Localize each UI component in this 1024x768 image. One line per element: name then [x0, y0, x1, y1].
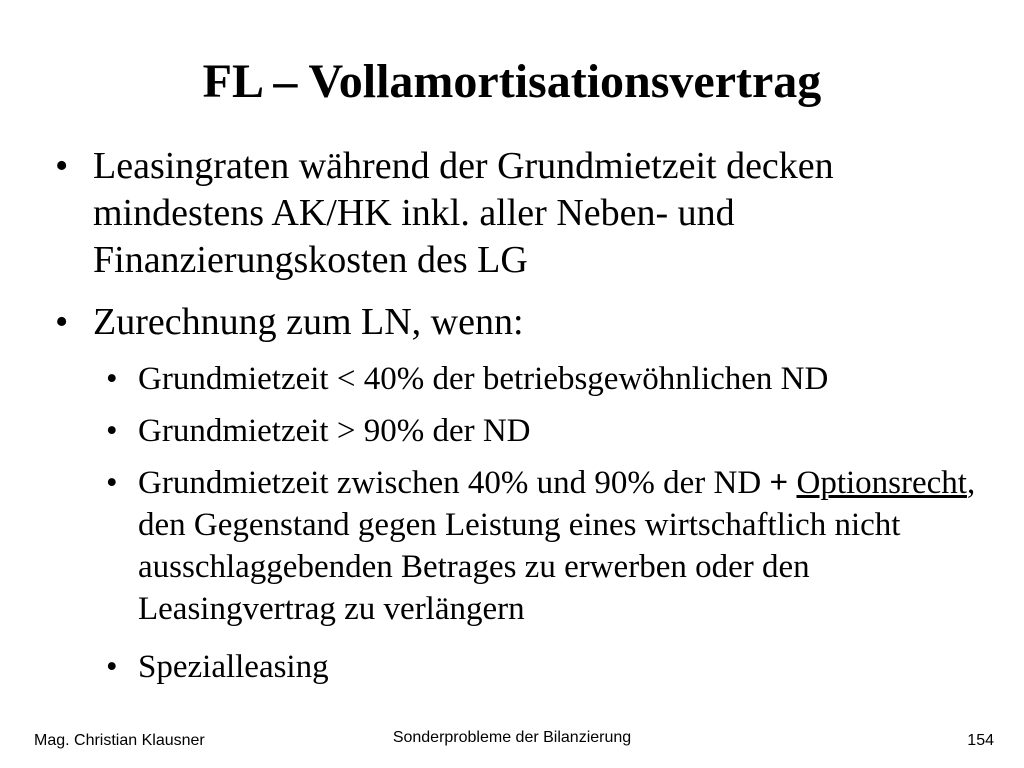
footer-subject: Sonderprobleme der Bilanzierung: [392, 729, 632, 746]
bullet-dot: •: [106, 649, 118, 685]
sub-bullet-under-40: [106, 358, 998, 400]
optionsrecht-term: Optionsrecht: [796, 465, 967, 501]
bullet-dot: •: [55, 145, 69, 187]
bullet-zurechnung: [55, 299, 993, 346]
bullet-leasingraten: [55, 143, 993, 284]
sub-bullet-text: Grundmietzeit > 90% der ND: [138, 413, 531, 449]
plus-sign: +: [769, 465, 789, 501]
sub-bullet-text: Spezialleasing: [138, 649, 329, 685]
bullet-text: Zurechnung zum LN, wenn:: [93, 301, 524, 343]
sub-bullet-text-before: Grundmietzeit zwischen 40% und 90% der ND: [138, 465, 762, 501]
sub-bullet-text: Grundmietzeit < 40% der betriebsgewöhnlichen ND: [138, 361, 829, 397]
bullet-dot: •: [106, 361, 118, 397]
bullet-text: Leasingraten während der Grundmietzeit decken mindestens AK/HK inkl. aller Neben- und Finanzierungskosten des LG: [93, 145, 834, 281]
bullet-dot: •: [106, 465, 118, 501]
sub-bullet-optionsrecht: [106, 462, 998, 630]
sub-bullet-text-after: , den Gegenstand gegen Leistung eines wirtschaftlich nicht ausschlaggebenden Betrages zu erwerben oder den Leasingvertrag zu verlängern: [138, 465, 976, 627]
sub-bullet-spezialleasing: [106, 646, 998, 688]
bullet-dot: •: [106, 413, 118, 449]
sub-bullet-over-90: [106, 410, 998, 452]
footer-author: Mag. Christian Klausner: [34, 732, 205, 749]
footer-page-number: 154: [967, 732, 994, 749]
slide-title: FL – Vollamortisationsvertrag: [202, 55, 822, 108]
bullet-dot: •: [55, 301, 69, 343]
